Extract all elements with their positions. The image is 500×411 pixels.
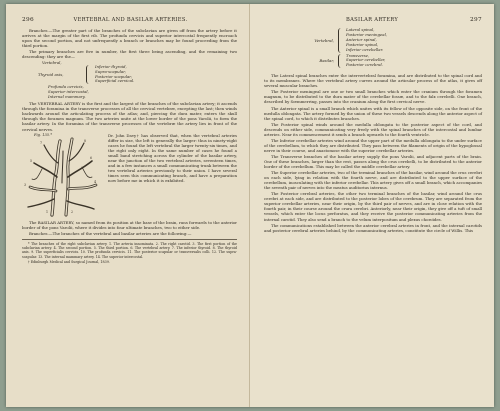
vertebral-subbranches bbox=[346, 28, 387, 53]
subbranch: Superficial cervical. bbox=[95, 78, 135, 84]
circle-of-willis-paragraph: The communications established between the anterior cerebral arteries in front, and the internal carotids and posterior cerebral arteries behind, by the communicating arteries, constitute the circle of Willis. This bbox=[264, 222, 482, 233]
right-page bbox=[250, 4, 494, 407]
subbranch: Posterior meningeal, bbox=[346, 31, 388, 37]
footnote-figure: * The branches of the right subclavian artery. 1. The arteria innominata. 2. The right carotid. 3. The first portion of the subclavian artery. 4. The second portion. 5. The third portion. 6. The vertebral artery. 7. The inferior thyroid. 8. The thyroid axis. 9. The superficialis cervicis. 10. The profunda cervicis. 11. The posterior scapular or transversalis colli. 12. The supra-scapular. 13. The internal mammary artery. 14. The superior intercostal. bbox=[22, 241, 237, 259]
branches-intro-paragraph: Branches.—The greater part of the branches of the subclavian are given off from the artery before it arrives at the margin of the first rib. The profunda cervicis and superior intercostal frequently encroach upon the second portion, and not unfrequently a branch or branches may be found proceeding from the third portion. bbox=[22, 28, 237, 49]
posterior-spinal-paragraph: The Posterior spinal winds around the medulla oblongata to the posterior aspect of the cord, and descends on either side, communicating very freely with the spinal branches of the intercostal and lumbar arteries. Near its commencement it sends a branch upwards to the fourth ventricle. bbox=[264, 121, 482, 137]
running-head bbox=[22, 17, 237, 23]
footnote-citation: † Edinburgh Medical and Surgical Journal, 1839. bbox=[28, 259, 110, 264]
svg-text:7: 7 bbox=[40, 140, 43, 145]
class-thyroid-axis-group bbox=[22, 65, 237, 84]
posterior-meningeal-paragraph: The Posterior meningeal are one or two small branches which enter the cranium through the foramen magnum, to be distributed to the dura mater of the cerebellar fossæ, and to the falx cerebelli. One branch, described by Sœmmerring, passes into the cranium along the first cervical nerve. bbox=[264, 89, 482, 105]
subbranch: Supra-scapular, bbox=[95, 69, 126, 75]
primary-branches-paragraph: The primary branches are five in number, the first three being ascending, and the remaining two descending: they are the— bbox=[22, 49, 237, 60]
book-spread bbox=[6, 4, 494, 407]
subclavian-artery-figure bbox=[22, 133, 104, 217]
vertebral-label: Vertebral, bbox=[314, 37, 334, 43]
knox-paragraph-start: Dr. John Davy† has observed that, when the vertebral arteries differ in size, the left is generally the larger: thus in ninety-eight cases he found the left vertebral the larger twenty-six times, and the right only eight. In the same number of cases he found a small band stretching across the cylinder of the basilar artery, near the junction of the two vertebral arteries, seventeen times, and in a few instances a small communicating trunk between the two vertebral arteries previously to their union. I have several times seen this communicating branch, and have a preparation now before me in which it is exhibited. bbox=[108, 132, 237, 183]
vertebral-artery-paragraph: The VERTEBRAL ARTERY is the first and the largest of the branches of the subclavian artery; it ascends through the foramina in the transverse processes of all the cervical vertebræ, excepting the last; then winds backwards around the articulating process of the atlas; and, piercing the dura mater, enters the skull through the foramen magnum. The two arteries unite at the lower border of the pons Varolii, to form the basilar artery. In the foramina of the transverse processes of the vertebræ the artery lies in front of the cervical nerves. bbox=[22, 101, 237, 132]
subbranch: Lateral spinal, bbox=[346, 27, 375, 32]
subbranch: Posterior cerebral. bbox=[346, 62, 384, 68]
lateral-spinal-paragraph: The Lateral spinal branches enter the intervertebral foramina, and are distributed to the spinal cord and to its membranes. Where the vertebral artery curves around the articular process of the atlas, it gives off several muscular branches. bbox=[264, 73, 482, 89]
basilar-artery-paragraph: The BASILAR ARTERY, so named from its position at the base of the brain, runs forwards to the anterior border of the pons Varolii, where it divides into four ultimate branches, two to either side. bbox=[22, 219, 237, 230]
figure-side-text bbox=[108, 133, 237, 183]
subbranch: Superior cerebellar, bbox=[346, 57, 386, 63]
thyroid-axis-subbranches bbox=[95, 65, 134, 84]
basilar-label: Basilar, bbox=[319, 58, 334, 64]
page-number: 297 bbox=[470, 17, 482, 23]
class-other: Profunda cervicis, bbox=[48, 84, 84, 90]
class-vertebral: Vertebral, bbox=[42, 60, 62, 66]
svg-text:3: 3 bbox=[24, 182, 27, 187]
class-thyroid-axis: Thyroid axis, bbox=[38, 72, 64, 78]
subbranch: Transverse, bbox=[346, 52, 370, 58]
figure-block bbox=[22, 133, 237, 219]
subbranch: Posterior scapular, bbox=[95, 73, 132, 79]
basilar-subbranches bbox=[346, 54, 385, 69]
running-head bbox=[264, 17, 482, 23]
basilar-branch-classification bbox=[264, 28, 482, 68]
svg-text:2: 2 bbox=[71, 209, 74, 214]
vertebral-branches-group bbox=[264, 28, 482, 53]
class-other: Superior intercostal, bbox=[48, 89, 89, 95]
subbranch: Inferior cerebellar. bbox=[346, 46, 384, 52]
brace bbox=[86, 65, 92, 84]
page-number: 296 bbox=[22, 17, 34, 23]
svg-text:1: 1 bbox=[46, 209, 49, 214]
left-page bbox=[6, 4, 250, 407]
class-other: Internal mammary. bbox=[48, 94, 86, 100]
branch-classification bbox=[22, 60, 237, 99]
subbranch: Inferior thyroid, bbox=[95, 64, 127, 70]
svg-text:6: 6 bbox=[90, 155, 93, 160]
svg-text:5: 5 bbox=[30, 158, 33, 163]
running-head-title: BASILAR ARTERY bbox=[345, 17, 399, 23]
running-head-title: VERTEBRAL AND BASILAR ARTERIES. bbox=[73, 17, 188, 23]
inferior-cerebellar-paragraph: The Inferior cerebellar arteries wind around the upper part of the medulla oblongata to the under surface of the cerebellum, to which they are distributed. They pass between the filaments of origin of the hypoglossal nerve in their course, and anastomose with the superior cerebellar arteries. bbox=[264, 137, 482, 153]
posterior-cerebral-paragraph: The Posterior cerebral arteries, the other two terminal branches of the basilar, wind around the crus cerebri at each side, and are distributed to the posterior lobes of the cerebrum. They are separated from the superior cerebellar arteries, near their origin, by the third pair of nerves, and are in close relation with the fourth pair, in their course around the crura cerebri. Anteriorly, near their origin, they give off a tuft of small vessels, which enter the locus perforatus, and they receive the posterior communicating arteries from the internal carotid. They also send a branch to the velum interpositum and plexus choroïdes. bbox=[264, 191, 482, 222]
branches-following-paragraph: Branches.—The branches of the vertebral and basilar arteries are the following:— bbox=[29, 230, 192, 236]
brace bbox=[338, 28, 343, 53]
subbranch: Posterior spinal, bbox=[346, 41, 379, 47]
superior-cerebellar-paragraph: The Superior cerebellar arteries, two of the terminal branches of the basilar, wind around the crus cerebri on each side, lying in relation with the fourth nerve, and are distributed to the upper surface of the cerebellum, inosculating with the inferior cerebellar. This artery gives off a small branch, which accompanies the seventh pair of nerves into the meatus auditorius internus. bbox=[264, 170, 482, 191]
footnotes bbox=[22, 239, 237, 264]
artery-engraving bbox=[22, 133, 104, 217]
svg-text:8: 8 bbox=[84, 138, 87, 143]
svg-text:4: 4 bbox=[94, 179, 97, 184]
brace bbox=[338, 54, 343, 69]
transverse-paragraph: The Transverse branches of the basilar artery supply the pons Varolii, and adjacent parts of the brain. One of these branches, larger than the rest, passes along the crus cerebelli, to be distributed to the anterior border of the cerebellum. This may be called the middle cerebellar artery. bbox=[264, 153, 482, 170]
subbranch: Anterior spinal, bbox=[346, 36, 377, 42]
figure-label: Fig. 135.* bbox=[34, 132, 53, 137]
basilar-branches-group bbox=[264, 54, 482, 69]
anterior-spinal-paragraph: The Anterior spinal is a small branch which unites with its fellow of the opposite side, on the front of the medulla oblongata. The artery formed by the union of these two vessels descends along the anterior aspect of the spinal cord, to which it distributes branches. bbox=[264, 105, 482, 121]
